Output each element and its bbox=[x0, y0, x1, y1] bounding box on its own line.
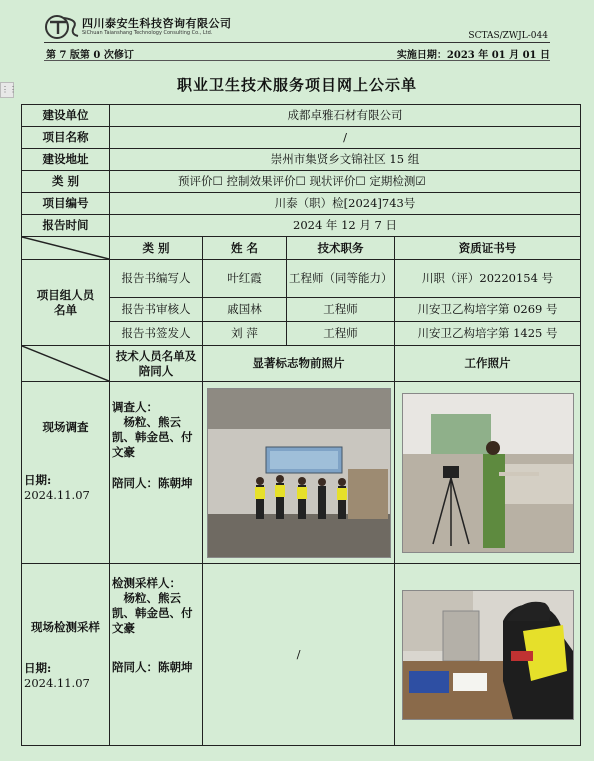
survey-label: 现场调查 bbox=[42, 420, 89, 434]
unit-label: 建设单位 bbox=[22, 105, 110, 127]
sampling-escort-name: 陈朝坤 bbox=[158, 659, 193, 674]
survey-escort-label: 陪同人： bbox=[112, 475, 158, 490]
survey-row bbox=[22, 382, 581, 564]
member-title: 工程师 bbox=[287, 298, 395, 322]
work-photo-header: 工作照片 bbox=[395, 346, 581, 382]
survey-staff-cell bbox=[110, 382, 203, 564]
project-no-label: 项目编号 bbox=[22, 193, 110, 215]
member-name: 叶红霞 bbox=[203, 260, 287, 298]
sampling-staff-names: 杨粒、熊云凯、韩金邑、付文豪 bbox=[112, 590, 193, 635]
survey-staff-names: 杨粒、熊云凯、韩金邑、付文豪 bbox=[112, 414, 193, 459]
category-options bbox=[110, 171, 581, 193]
report-time-label: 报告时间 bbox=[22, 215, 110, 237]
member-role: 报告书签发人 bbox=[110, 322, 203, 346]
survey-staff-label: 调查人： bbox=[112, 400, 158, 414]
members-col-name: 姓 名 bbox=[203, 237, 287, 260]
drag-handle-icon[interactable]: ⋮⋮ bbox=[0, 82, 14, 98]
project-name-value: / bbox=[110, 127, 581, 149]
version-text: 第 7 版第 0 次修订 bbox=[46, 50, 134, 61]
sampling-row bbox=[22, 564, 581, 746]
company-logo-icon bbox=[44, 14, 80, 40]
sampling-work-photo bbox=[402, 590, 574, 720]
member-name: 刘 萍 bbox=[203, 322, 287, 346]
member-role: 报告书编写人 bbox=[110, 260, 203, 298]
sampling-work-photo-cell bbox=[395, 564, 581, 746]
survey-label-cell bbox=[22, 382, 110, 564]
member-title: 工程师 bbox=[287, 322, 395, 346]
sampling-label-cell bbox=[22, 564, 110, 746]
members-col-role: 类 别 bbox=[110, 237, 203, 260]
unit-value: 成都卓雅石材有限公司 bbox=[110, 105, 581, 127]
member-role: 报告书审核人 bbox=[110, 298, 203, 322]
members-header-row bbox=[22, 237, 581, 260]
sampling-date-label: 日期: bbox=[24, 660, 52, 675]
row-category bbox=[22, 171, 581, 193]
row-address bbox=[22, 149, 581, 171]
header-divider-bottom bbox=[44, 60, 550, 61]
sampling-staff-label: 检测采样人： bbox=[112, 576, 181, 590]
info-table bbox=[21, 104, 581, 746]
category-option-pre-eval[interactable]: 预评价☐ bbox=[178, 174, 223, 189]
survey-escort-name: 陈朝坤 bbox=[158, 475, 193, 490]
survey-landmark-photo-cell bbox=[203, 382, 395, 564]
sampling-escort-label: 陪同人： bbox=[112, 659, 158, 674]
member-name: 戚国林 bbox=[203, 298, 287, 322]
row-project-name bbox=[22, 127, 581, 149]
report-time-value: 2024 年 12 月 7 日 bbox=[110, 215, 581, 237]
landmark-photo-header: 显著标志物前照片 bbox=[203, 346, 395, 382]
survey-work-photo-cell bbox=[395, 382, 581, 564]
category-option-control-eval[interactable]: 控制效果评价☐ bbox=[226, 174, 306, 189]
members-col-title: 技术职务 bbox=[287, 237, 395, 260]
survey-work-photo bbox=[402, 393, 574, 553]
company-name-en: SiChuan Taianshang Technology Consulting Co., Ltd. bbox=[82, 30, 213, 36]
category-option-periodic-check[interactable]: 定期检测☑ bbox=[369, 174, 426, 189]
document-number: SCTAS/ZWJL-044 bbox=[468, 31, 548, 41]
survey-date: 2024.11.07 bbox=[24, 487, 90, 502]
header-divider bbox=[44, 42, 550, 43]
row-report-time bbox=[22, 215, 581, 237]
implementation-date: 实施日期：2023 年 01 月 01 日 bbox=[396, 50, 550, 61]
category-label: 类 别 bbox=[22, 171, 110, 193]
members-group-label: 项目组人员名单 bbox=[22, 260, 110, 346]
members-col-cert: 资质证书号 bbox=[395, 237, 581, 260]
sampling-staff-cell bbox=[110, 564, 203, 746]
address-value: 崇州市集贤乡文锦社区 15 组 bbox=[110, 149, 581, 171]
sampling-label: 现场检测采样 bbox=[31, 620, 100, 634]
survey-date-label: 日期: bbox=[24, 472, 52, 487]
address-label: 建设地址 bbox=[22, 149, 110, 171]
row-project-no bbox=[22, 193, 581, 215]
diagonal-cell bbox=[22, 237, 110, 260]
sampling-date: 2024.11.07 bbox=[24, 675, 90, 690]
member-cert: 川安卫乙构培字第 0269 号 bbox=[395, 298, 581, 322]
member-title: 工程师（同等能力） bbox=[287, 260, 395, 298]
member-cert: 川职（评）20220154 号 bbox=[395, 260, 581, 298]
landmark-group-photo bbox=[207, 388, 391, 558]
photos-header-row bbox=[22, 346, 581, 382]
diagonal-cell bbox=[22, 346, 110, 382]
project-no-value: 川泰（职）检[2024]743号 bbox=[110, 193, 581, 215]
member-cert: 川安卫乙构培字第 1425 号 bbox=[395, 322, 581, 346]
row-unit bbox=[22, 105, 581, 127]
company-name: 四川泰安生科技咨询有限公司 bbox=[82, 17, 232, 30]
staff-header: 技术人员名单及陪同人 bbox=[110, 346, 203, 382]
sampling-landmark-cell: / bbox=[203, 564, 395, 746]
category-option-status-eval[interactable]: 现状评价☐ bbox=[309, 174, 366, 189]
page-title: 职业卫生技术服务项目网上公示单 bbox=[176, 76, 417, 94]
members-row bbox=[22, 260, 581, 298]
document-header bbox=[0, 0, 594, 70]
project-name-label: 项目名称 bbox=[22, 127, 110, 149]
